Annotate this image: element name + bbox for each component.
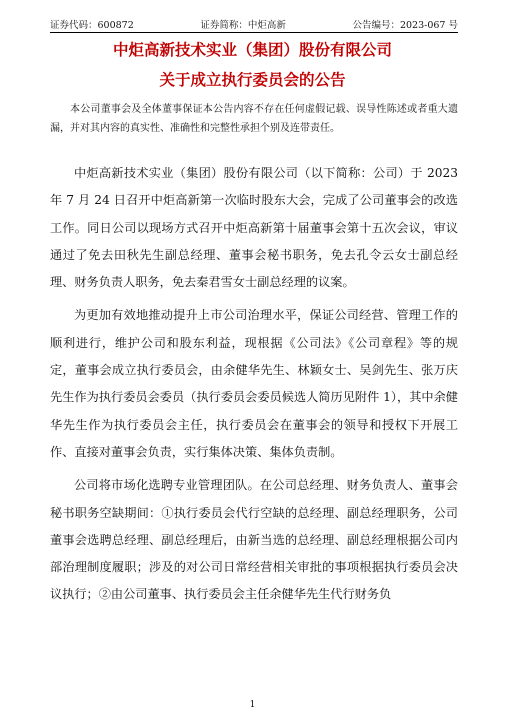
body-paragraph-1: 中炬高新技术实业（集团）股份有限公司（以下简称：公司）于 2023 年 7 月 24 日召开中炬高新第一次临时股东大会，完成了公司董事会的改选工作。同日公司以现场方式召开中炬高新第十届董事会第十五次会议，审议通过了免去田秋先生副总经理、董事会秘书职务，免去孔令云女士副总经理、财务负责人职务，免去秦君雪女士副总经理的议案。 — [50, 166, 458, 290]
company-title: 中炬高新技术实业（集团）股份有限公司 — [112, 41, 392, 59]
announcement-body — [50, 160, 458, 615]
body-paragraph-2: 为更加有效地推动提升上市公司治理水平，保证公司经营、管理工作的顺利进行，维护公司和股东利益，现根据《公司法》《公司章程》等的规定，董事会成立执行委员会，由余健华先生、林颖女士、吴剑先生、张万庆先生作为执行委员会委员（执行委员会委员候选人简历见附件 1），其中余健华先生作为执行委员会主任，执行委员会在董事会的领导和授权下开展工作、直接对董事会负责，实行集体决策、集体负责制。 — [50, 308, 458, 459]
announcement-title: 关于成立执行委员会的公告 — [159, 71, 346, 89]
header-divider — [50, 32, 458, 33]
board-disclaimer: 本公司董事会及全体董事保证本公告内容不存在任何虚假记载、误导性陈述或者重大遗漏，并对其内容的真实性、准确性和完整性承担个别及连带责任。 — [50, 104, 458, 134]
stock-code: 证券代码：600872 — [50, 20, 134, 31]
stock-short-name: 证券简称：中炬高新 — [200, 20, 286, 31]
page-header — [50, 13, 458, 31]
notice-number: 公告编号：2023-067 号 — [352, 20, 458, 31]
page-number: 1 — [249, 700, 256, 710]
body-paragraph-3: 公司将市场化选聘专业管理团队。在公司总经理、财务负责人、董事会秘书职务空缺期间：①执行委员会代行空缺的总经理、副总经理职务，公司董事会选聘总经理、副总经理后，由新当选的总经理、副总经理根据公司内部治理制度履职；涉及的对公司日常经营相关审批的事项根据执行委员会决议执行；②由公司董事、执行委员会主任余健华先生代行财务负 — [50, 478, 458, 602]
